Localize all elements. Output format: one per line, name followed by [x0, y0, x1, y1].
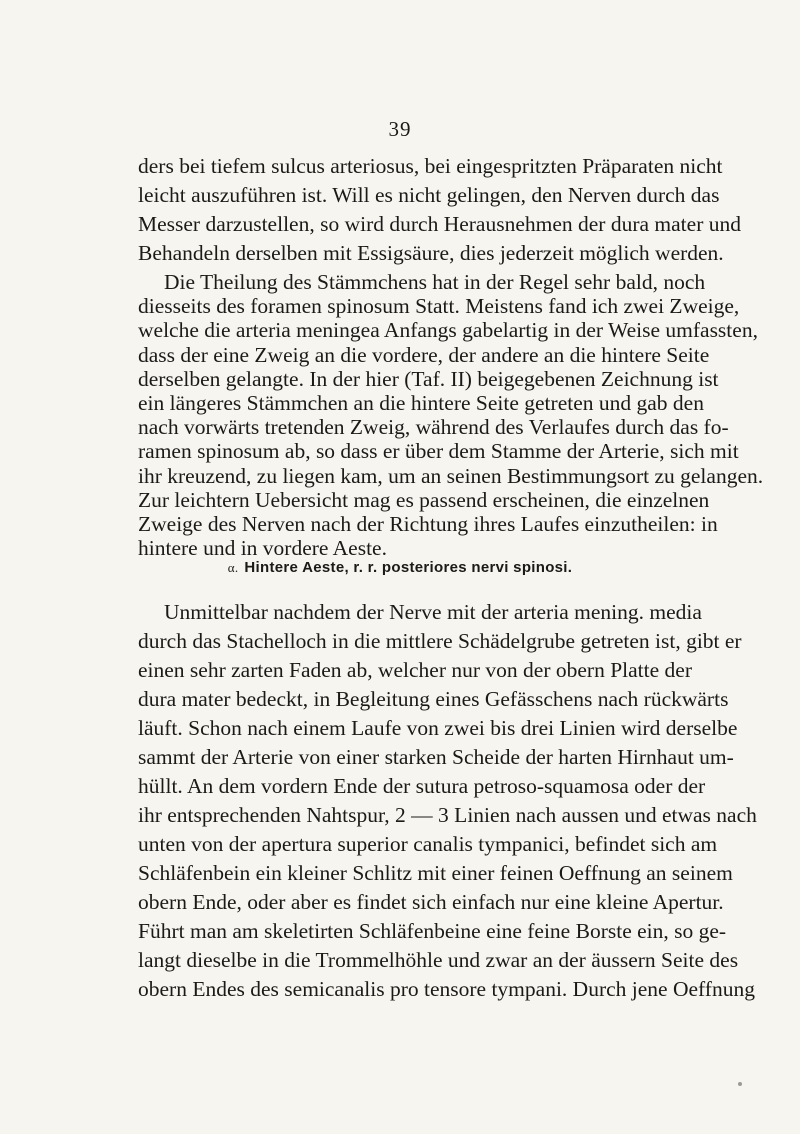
text-line: nach vorwärts tretenden Zweig, während des Verlaufes durch das fo-: [138, 415, 729, 440]
text-line: diesseits des foramen spinosum Statt. Meistens fand ich zwei Zweige,: [138, 294, 740, 319]
text-line: welche die arteria meningea Anfangs gabelartig in der Weise umfassten,: [138, 318, 758, 343]
text-line: durch das Stachelloch in die mittlere Schädelgrube getreten ist, gibt er: [138, 629, 742, 653]
section-marker: α.: [227, 560, 239, 575]
text-line: leicht auszuführen ist. Will es nicht gelingen, den Nerven durch das: [138, 183, 720, 207]
text-line: Unmittelbar nachdem der Nerve mit der arteria mening. media: [164, 600, 702, 624]
text-line: sammt der Arterie von einer starken Scheide der harten Hirnhaut um-: [138, 745, 734, 769]
text-line: ramen spinosum ab, so dass er über dem Stamme der Arterie, sich mit: [138, 439, 739, 464]
text-line: ihr entsprechenden Nahtspur, 2 — 3 Linien nach aussen und etwas nach: [138, 803, 757, 827]
text-line: Zweige des Nerven nach der Richtung ihres Laufes einzutheilen: in: [138, 512, 718, 536]
section-heading-text: Hintere Aeste, r. r. posteriores nervi spinosi.: [244, 559, 573, 576]
text-line: obern Endes des semicanalis pro tensore tympani. Durch jene Oeffnung: [138, 977, 755, 1001]
text-line: Zur leichtern Uebersicht mag es passend erscheinen, die einzelnen: [138, 487, 710, 512]
text-line: langt dieselbe in die Trommelhöhle und zwar an der äussern Seite des: [138, 948, 739, 972]
text-line: Schläfenbein ein kleiner Schlitz mit einer feinen Oeffnung an seinem: [138, 861, 733, 885]
paper-speck: [738, 1082, 742, 1086]
text-line: ders bei tiefem sulcus arteriosus, bei eingespritzten Präparaten nicht: [138, 154, 723, 178]
section-heading: [0, 559, 800, 576]
text-line: einen sehr zarten Faden ab, welcher nur von der obern Platte der: [138, 658, 692, 682]
text-line: läuft. Schon nach einem Laufe von zwei bis drei Linien wird derselbe: [138, 716, 738, 740]
text-line: unten von der apertura superior canalis tympanici, befindet sich am: [138, 832, 718, 856]
text-line: ein längeres Stämmchen an die hintere Seite getreten und gab den: [138, 391, 704, 415]
text-line: hüllt. An dem vordern Ende der sutura petroso-squamosa oder der: [138, 774, 706, 798]
text-line: Führt man am skeletirten Schläfenbeine eine feine Borste ein, so ge-: [138, 919, 727, 943]
text-line: ihr kreuzend, zu liegen kam, um an seinen Bestimmungsort zu gelangen.: [138, 463, 764, 488]
text-line: hintere und in vordere Aeste.: [138, 536, 387, 561]
text-line: derselben gelangte. In der hier (Taf. II) beigegebenen Zeichnung ist: [138, 366, 719, 391]
text-line: dura mater bedeckt, in Begleitung eines Gefässchens nach rückwärts: [138, 687, 729, 711]
text-line: Die Theilung des Stämmchens hat in der Regel sehr bald, noch: [164, 270, 706, 294]
text-line: dass der eine Zweig an die vordere, der andere an die hintere Seite: [138, 342, 710, 367]
text-line: Messer darzustellen, so wird durch Herausnehmen der dura mater und: [138, 212, 741, 236]
text-line: obern Ende, oder aber es findet sich einfach nur eine kleine Apertur.: [138, 890, 724, 914]
text-line: Behandeln derselben mit Essigsäure, dies jederzeit möglich werden.: [138, 241, 724, 265]
page-number: 39: [388, 117, 412, 141]
